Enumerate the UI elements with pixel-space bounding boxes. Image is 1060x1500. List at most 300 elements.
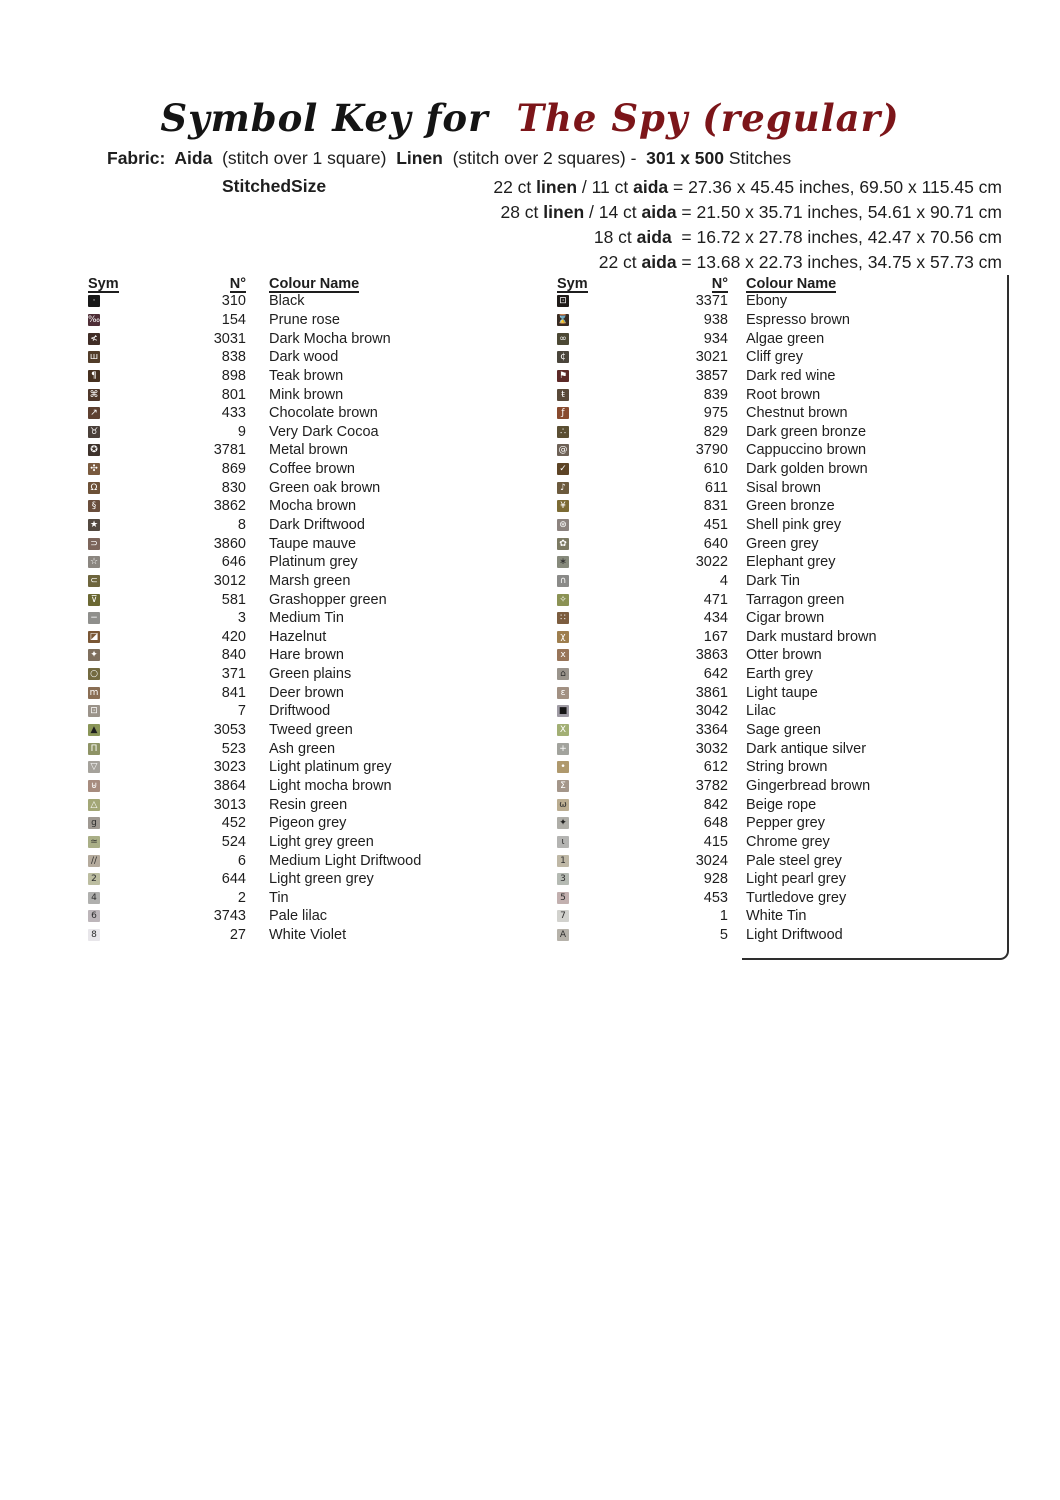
key-row [88,889,500,908]
key-row [557,516,1007,535]
stitch-symbol-icon: ¢ [557,351,569,363]
thread-number: 3032 [695,740,728,757]
stitch-symbol-icon: ⊂ [88,575,100,587]
thread-number: 841 [221,684,246,701]
stitch-symbol-icon: ✿ [557,538,569,550]
colour-name: Cliff grey [746,349,803,366]
stitch-symbol-icon: A [557,929,569,941]
thread-number: 928 [703,871,728,888]
thread-number: 433 [221,405,246,422]
stitch-symbol-icon: ¥ [557,500,569,512]
thread-number: 3013 [213,796,246,813]
key-row [557,628,1007,647]
colour-name: Deer brown [269,684,344,701]
thread-number: 642 [703,666,728,683]
title-prefix: Symbol Key for [160,96,489,140]
stitch-symbol-cell [557,612,571,624]
stitch-symbol-icon: ✦ [557,817,569,829]
thread-number: 3860 [213,535,246,552]
colour-name: Green bronze [746,498,835,515]
thread-number: 838 [221,349,246,366]
header-number: N° [711,276,728,292]
thread-number: 27 [229,927,246,944]
stitch-symbol-cell [88,873,102,885]
stitch-symbol-cell [557,575,571,587]
key-row [557,385,1007,404]
text-segment: / 11 ct [577,177,634,197]
key-row [557,926,1007,945]
stitched-size-line [350,250,1002,275]
stitch-symbol-icon: ι [557,836,569,848]
thread-number: 3364 [695,722,728,739]
stitch-symbol-icon: + [557,743,569,755]
colour-name: Hazelnut [269,628,327,645]
colour-name: Tin [269,889,289,906]
thread-number: 3023 [213,759,246,776]
colour-name: Light platinum grey [269,759,392,776]
stitch-symbol-cell [557,389,571,401]
thread-number: 938 [703,311,728,328]
thread-number: 6 [237,852,246,869]
stitch-symbol-icon: ⊡ [557,295,569,307]
key-row [88,590,500,609]
colour-name: Marsh green [269,572,351,589]
colour-name: Medium Tin [269,610,344,627]
stitched-size-lines [350,175,1002,275]
stitch-symbol-icon: ∗ [557,556,569,568]
stitch-symbol-cell [557,556,571,568]
thread-number: 646 [221,554,246,571]
stitch-symbol-icon: ★ [89,520,99,530]
key-row [88,721,500,740]
stitch-symbol-cell [88,631,102,643]
stitch-symbol-cell [557,817,571,829]
key-row [88,851,500,870]
stitch-symbol-icon: ≃ [88,836,100,848]
colour-name: Mocha brown [269,498,357,515]
stitch-symbol-cell [557,799,571,811]
stitch-symbol-icon: 7 [557,910,569,922]
key-row [88,516,500,535]
stitch-symbol-cell [88,538,102,550]
key-row [557,907,1007,926]
key-row [557,739,1007,758]
colour-name: Algae green [746,330,825,347]
stitch-symbol-icon: ⊡ [88,705,100,717]
key-row [557,534,1007,553]
key-row [557,646,1007,665]
stitch-symbol-cell [88,594,102,606]
key-row [557,851,1007,870]
thread-number: 3053 [213,722,246,739]
text-segment: Aida [174,148,213,168]
stitch-symbol-icon: ▽ [88,761,100,773]
colour-name: Black [269,293,305,310]
stitch-symbol-icon: X [557,724,569,736]
thread-number: 3021 [695,349,728,366]
stitch-symbol-cell [88,799,102,811]
key-table-header [88,276,500,292]
thread-number: 415 [703,833,728,850]
colour-name: Prune rose [269,311,340,328]
thread-number: 471 [703,591,728,608]
text-segment: aida [641,202,677,222]
stitch-symbol-icon: · [88,295,100,307]
stitch-symbol-icon: ε [557,687,569,699]
colour-name: Very Dark Cocoa [269,423,379,440]
stitch-symbol-cell [557,668,571,680]
thread-number: 9 [237,423,246,440]
colour-name: Espresso brown [746,311,850,328]
stitched-size-line [350,225,1002,250]
stitch-symbol-cell [88,426,102,438]
stitch-symbol-cell [557,314,571,326]
thread-number: 3864 [213,777,246,794]
colour-name: Mink brown [269,386,344,403]
stitch-symbol-cell [557,910,571,922]
colour-name: Cappuccino brown [746,442,867,459]
colour-name: Cigar brown [746,610,825,627]
colour-name: Shell pink grey [746,517,842,533]
colour-name: Tarragon green [746,591,845,608]
stitch-symbol-icon: ♉ [89,426,99,437]
key-row [88,739,500,758]
stitch-symbol-cell [88,389,102,401]
colour-name: Chocolate brown [269,405,378,422]
thread-number: 3782 [695,777,728,794]
text-segment: Fabric: [107,148,175,168]
key-row [557,814,1007,833]
key-row [557,758,1007,777]
stitched-size-line [350,200,1002,225]
colour-name: Teak brown [269,367,344,384]
thread-number: 644 [221,871,246,888]
key-row [557,311,1007,330]
thread-number: 524 [221,833,246,850]
stitch-symbol-icon: ω [557,799,569,811]
key-row [557,292,1007,311]
stitch-symbol-cell [88,780,102,792]
stitch-symbol-cell [557,649,571,661]
key-row [88,646,500,665]
header-colour-name: Colour Name [269,276,360,292]
thread-number: 3371 [695,293,728,310]
stitch-symbol-cell [88,724,102,736]
stitch-symbol-icon: ⌂ [557,668,569,680]
key-row [88,628,500,647]
thread-number: 434 [703,610,728,627]
colour-name: Dark golden brown [746,461,868,478]
colour-name: Metal brown [269,442,348,459]
key-row [88,497,500,516]
text-segment: 22 ct [598,252,642,272]
key-row [557,870,1007,889]
stitch-symbol-icon: • [557,761,569,773]
key-row [88,665,500,684]
key-row [88,422,500,441]
stitch-symbol-cell [88,855,102,867]
stitch-symbol-icon: ⚑ [558,370,568,381]
thread-number: 2 [237,889,246,906]
text-segment: (stitch over 2 squares) - [442,148,642,168]
colour-name: Green oak brown [269,479,381,496]
stitch-symbol-icon: @ [558,445,568,456]
stitch-symbol-icon: 6 [88,910,100,922]
thread-number: 829 [703,423,728,440]
stitch-symbol-icon: ⊽ [88,594,100,606]
colour-name: Root brown [746,386,821,403]
stitch-symbol-cell [557,463,571,475]
stitch-symbol-icon: ✪ [88,444,100,456]
stitch-symbol-icon: ≮ [88,333,100,345]
stitch-symbol-cell [88,482,102,494]
thread-number: 801 [221,386,246,403]
stitch-symbol-cell [557,500,571,512]
thread-number: 611 [704,479,728,496]
thread-number: 648 [703,815,728,832]
stitch-symbol-cell [557,892,571,904]
stitch-symbol-icon: g [88,817,100,829]
key-row [557,460,1007,479]
colour-name: Resin green [269,796,348,813]
key-table-header [557,276,1007,292]
colour-name: Chestnut brown [746,405,848,422]
thread-number: 3031 [213,330,246,347]
text-segment: = 21.50 x 35.71 inches, 54.61 x 90.71 cm [676,202,1002,222]
colour-name: Gingerbread brown [746,777,871,794]
text-segment: 22 ct [493,177,537,197]
text-segment: Linen [396,148,443,168]
stitch-symbol-icon: − [88,612,100,624]
colour-name: Turtledove grey [746,889,847,906]
key-row [88,926,500,945]
stitch-symbol-cell [557,538,571,550]
stitch-symbol-icon: ∴ [557,426,569,438]
colour-name: Dark Driftwood [269,517,365,533]
stitch-symbol-cell [88,463,102,475]
stitch-symbol-icon: 2 [88,873,100,885]
stitch-symbol-cell [557,444,571,456]
colour-name: Dark Mocha brown [269,330,391,347]
key-row [557,795,1007,814]
colour-name: Taupe mauve [269,535,357,552]
stitch-symbol-icon: 8 [88,929,100,941]
stitch-symbol-cell [557,780,571,792]
stitch-symbol-cell [557,407,571,419]
key-row [557,889,1007,908]
text-segment: aida [633,177,669,197]
key-row [88,683,500,702]
stitch-symbol-icon: 5 [557,892,569,904]
stitch-symbol-cell [88,407,102,419]
fabric-info-line [107,148,791,169]
thread-number: 830 [221,479,246,496]
text-segment: 301 x 500 [641,148,724,168]
key-row [557,833,1007,852]
stitch-symbol-icon: ŧ [557,389,569,401]
thread-number: 167 [703,628,728,645]
stitch-symbol-cell [557,333,571,345]
colour-name: Beige rope [746,796,817,813]
colour-name: Light grey green [269,833,374,850]
stitch-symbol-icon: ⌛ [557,314,569,325]
stitch-symbol-cell [557,761,571,773]
thread-number: 3024 [695,852,728,869]
colour-name: Green grey [746,535,819,552]
key-row [88,609,500,628]
symbol-key-table-left [88,276,500,944]
stitch-symbol-cell [88,295,102,307]
key-row [88,348,500,367]
stitch-symbol-icon: § [88,500,100,512]
page-title [0,96,1060,140]
symbol-key-table-right [557,276,1007,944]
colour-name: Sisal brown [746,479,821,496]
colour-name: String brown [746,759,828,776]
text-segment: linen [543,202,585,222]
stitch-symbol-cell [557,370,571,382]
thread-number: 420 [221,628,246,645]
stitch-symbol-cell [557,594,571,606]
thread-number: 3790 [695,442,728,459]
thread-number: 452 [221,815,246,832]
colour-name: Dark antique silver [746,740,867,757]
stitch-symbol-cell [88,817,102,829]
text-segment: aida [636,227,672,247]
key-row [557,441,1007,460]
colour-name: White Tin [746,908,807,925]
key-row [88,702,500,721]
thread-number: 1 [719,908,728,925]
colour-name: Ebony [746,293,788,310]
stitch-symbol-icon: ш [89,352,99,363]
thread-number: 5 [719,927,728,944]
stitch-symbol-icon: ‰ [88,314,100,325]
thread-number: 453 [703,889,728,906]
stitch-symbol-cell [557,631,571,643]
thread-number: 310 [221,293,246,310]
key-row [557,721,1007,740]
thread-number: 840 [221,647,246,664]
colour-name: Chrome grey [746,833,830,850]
stitch-symbol-icon: Ω [88,482,100,494]
stitch-symbol-icon: ▲ [88,724,100,736]
key-row [557,553,1007,572]
stitch-symbol-cell [557,705,571,717]
key-row [557,590,1007,609]
colour-name: Green plains [269,666,352,683]
colour-name: Grashopper green [269,591,387,608]
text-segment: 18 ct [593,227,637,247]
stitch-symbol-cell [88,743,102,755]
stitch-symbol-icon: Π [88,743,100,755]
stitch-symbol-cell [557,873,571,885]
stitch-symbol-icon: ♪ [557,482,569,494]
text-segment: aida [641,252,677,272]
thread-number: 610 [703,461,728,478]
stitch-symbol-cell [557,482,571,494]
stitch-symbol-icon: ◪ [89,631,99,642]
colour-name: Earth grey [746,666,813,683]
stitch-symbol-cell [557,929,571,941]
colour-name: Pale steel grey [746,852,842,869]
stitch-symbol-icon: ✦ [88,649,100,661]
key-row [88,404,500,423]
stitch-symbol-icon: ✓ [557,463,569,475]
thread-number: 7 [237,703,246,720]
stitch-symbol-icon: 1 [557,855,569,867]
stitch-symbol-icon: ☆ [89,557,99,568]
colour-name: Elephant grey [746,554,836,571]
colour-name: Platinum grey [269,554,358,571]
stitch-symbol-icon: ¶ [88,370,100,382]
colour-name: Dark wood [269,349,339,366]
key-row [557,367,1007,386]
thread-number: 3022 [695,554,728,571]
stitch-symbol-cell [88,761,102,773]
thread-number: 3042 [695,703,728,720]
stitch-symbol-cell [88,500,102,512]
text-segment: / 14 ct [584,202,642,222]
stitch-symbol-cell [557,687,571,699]
colour-name: Light Driftwood [746,927,843,944]
thread-number: 451 [703,517,728,533]
key-row [88,777,500,796]
stitch-symbol-icon: 3 [557,873,569,885]
colour-name: Driftwood [269,703,331,720]
stitch-symbol-cell [88,575,102,587]
key-row [88,572,500,591]
stitch-symbol-icon: ƒ [557,407,569,419]
thread-number: 612 [703,759,728,776]
stitch-symbol-icon: ∩ [557,575,569,587]
thread-number: 154 [221,311,246,328]
key-row [88,441,500,460]
stitch-symbol-icon: ✣ [88,463,100,475]
stitch-symbol-cell [557,519,571,531]
key-row [557,478,1007,497]
thread-number: 839 [703,386,728,403]
key-row [88,553,500,572]
text-segment: = 27.36 x 45.45 inches, 69.50 x 115.45 cm [668,177,1002,197]
key-row [88,292,500,311]
stitch-symbol-cell [88,929,102,941]
stitch-symbol-cell [557,295,571,307]
header-sym: Sym [557,276,588,292]
key-row [88,367,500,386]
stitch-symbol-icon: ∷ [557,612,569,624]
thread-number: 934 [703,330,728,347]
key-row [88,833,500,852]
header-sym: Sym [88,276,119,292]
thread-number: 581 [221,591,246,608]
colour-name: Light mocha brown [269,777,392,794]
colour-name: White Violet [269,927,347,944]
stitch-symbol-cell [88,649,102,661]
key-row [557,497,1007,516]
thread-number: 640 [703,535,728,552]
colour-name: Pale lilac [269,908,328,925]
colour-name: Lilac [746,703,776,720]
stitch-symbol-icon: ⌘ [89,389,99,400]
stitch-symbol-icon: ∞ [557,333,569,345]
header-number: N° [229,276,246,292]
thread-number: 3012 [213,572,246,589]
stitch-symbol-cell [88,519,102,531]
colour-name: Pepper grey [746,815,825,832]
key-row [88,534,500,553]
key-row [88,870,500,889]
